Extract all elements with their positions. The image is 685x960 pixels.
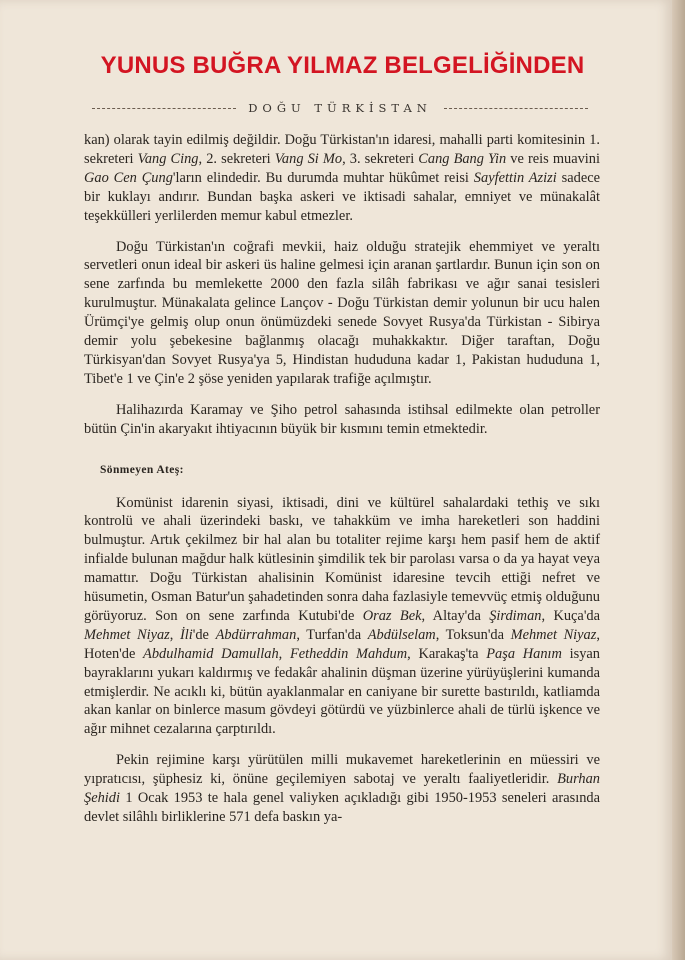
paragraph-1 <box>84 131 600 226</box>
text-run: 'ların elindedir. Bu durumda muhtar hükûmet reisi <box>172 169 474 186</box>
section-heading: Sönmeyen Ateş: <box>100 463 184 476</box>
italic-name-run: Sayfettin Azizi <box>473 169 557 186</box>
text-run: , Toksun'da <box>435 626 511 643</box>
italic-name-run: Paşa Hanım <box>486 645 562 662</box>
text-run: , 2. sekreteri <box>198 150 275 167</box>
text-run: Pekin rejimine karşı yürütülen milli mukavemet hareketlerinin en müessiri ve yıpratıcısı, şüphesiz ki, önüne geçilemiyen sabotaj ve yeraltı faaliyetleridir. <box>84 752 600 788</box>
section-paragraph-1 <box>84 494 600 740</box>
page-edge <box>672 0 685 960</box>
italic-name-run: Gao Cen Çung <box>84 169 173 186</box>
italic-name-run: Vang Cing <box>137 150 199 167</box>
text-run: isyan bayraklarını yukarı kaldırmış ve fedakâr ahalinin düşman üzerine yürüyüşlerini kumanda etmişlerdir. Ne acıklı ki, bütün ayaklanmalar en caniyane bir surette bastırıldı, katliamda akan kanlar on binlerce masum gövdeyi götürdü ve yüzbinlerce ahali de türlü işkence ve ağır mihnet cezalarına çarptırıldı. <box>84 645 600 738</box>
running-head-right-rule <box>444 108 588 109</box>
text-run: , <box>278 645 290 662</box>
italic-name-run: Mehmet Niyaz <box>84 626 170 643</box>
text-run: , Hoten'de <box>84 626 600 662</box>
running-head-left-rule <box>92 108 236 109</box>
italic-name-run: Mehmet Niyaz <box>510 626 597 643</box>
article-body <box>84 131 600 839</box>
text-run: , Turfan'da <box>296 626 368 643</box>
text-run: sadece bir kuklayı andırır. Bundan başka askeri ve iktisadi sahalar, emniyet ve münakalât teşekkülleri yerlilerden memur kabul etmezler. <box>84 169 600 224</box>
text-run: , Karakaş'ta <box>407 645 487 662</box>
italic-name-run: İli <box>179 626 193 643</box>
text-run: Doğu Türkistan'ın coğrafi mevkii, haiz olduğu stratejik ehemmiyet ve yeraltı servetleri onun ideal bir askeri üs haline gelmesi için aranan şartlardır. Bunun için son on sene zarfında bu memlekette 2000 den fazla silâh fabrikası ve ağır sanai tesisleri kurulmuştur. Münakalata gelince Lançov - Doğu Türkistan demir yolunun bir ucu halen Ürümçi'ye gelmiş olup onun önümüzdeki senede Sovyet Rusya'da Türkistan - Sibirya demir yolu şebekesine bağlanmış olacağı muhakkaktır. Diğer taraftan, Doğu Türkisyan'dan Sovyet Rusya'ya 5, Hindistan hududuna kadar 1, Pakistan hududuna 1, Tibet'e 1 ve Çin'e 2 şöse yeniden yapılarak trafiğe açılmıştır. <box>84 238 600 387</box>
text-run: 'de <box>192 626 216 643</box>
text-run: Halihazırda Karamay ve Şiho petrol sahasında istihsal edilmekte olan petroller bütün Çin'in akaryakıt ihtiyacının büyük bir kısmını temin etmektedir. <box>84 401 600 437</box>
running-head-title: DOĞU TÜRKİSTAN <box>248 101 432 115</box>
text-run: 1 Ocak 1953 te hala genel valiyken açıkladığı gibi 1950-1953 seneleri arasında devlet silâhlı birliklerine 571 defa baskın ya- <box>84 790 600 825</box>
paragraph-2 <box>84 238 600 389</box>
italic-name-run: Cang Bang Yin <box>418 150 507 167</box>
paragraph-3 <box>84 401 600 439</box>
text-run: , <box>169 626 180 643</box>
text-run: kan) olarak tayin edilmiş değildir. Doğu Türkistan'ın idaresi, mahalli parti komitesinin 1. sekreteri <box>84 132 600 167</box>
italic-name-run: Fetheddin Mahdum <box>289 645 408 662</box>
running-head <box>80 98 600 118</box>
archive-watermark: YUNUS BUĞRA YILMAZ BELGELİĞİNDEN <box>100 52 585 79</box>
italic-name-run: Abdülselam <box>367 626 436 643</box>
text-run: ve reis muavini <box>506 150 600 167</box>
text-run: , Kuça'da <box>541 607 600 624</box>
italic-name-run: Abdürrahman <box>215 626 297 643</box>
italic-name-run: Vang Si Mo <box>274 150 343 167</box>
italic-name-run: Oraz Bek <box>362 607 422 624</box>
text-run: , 3. sekreteri <box>342 150 419 167</box>
italic-name-run: Burhan Şehidi <box>84 771 600 807</box>
italic-name-run: Abdulhamid Damullah <box>143 645 279 662</box>
section-paragraph-2 <box>84 751 600 827</box>
italic-name-run: Şirdiman <box>489 607 542 624</box>
text-run: , Altay'da <box>421 607 490 624</box>
text-run: Komünist idarenin siyasi, iktisadi, dini ve kültürel sahalardaki tethiş ve sıkı kontrolü ve ahali üzerindeki baskı, ve tahakküm ve imha hareketleri son haddini bulmuştur. Artık çekilmez bir hal alan bu totaliter rejime karşı hem pasif hem de aktif infialde bulunan mağdur halk kütlesinin şimdilik tek bir parolası varsa o da ya hayat veya mamattır. Doğu Türkistan ahalisinin Komünist idaresine tevcih ettiği nefret ve hüsumetin, Osman Batur'un şahadetinden sonra daha fazlasiyle temevvüç etmiş olduğunu görüyoruz. Son on sene zarfında Kutubi'de <box>84 494 600 624</box>
